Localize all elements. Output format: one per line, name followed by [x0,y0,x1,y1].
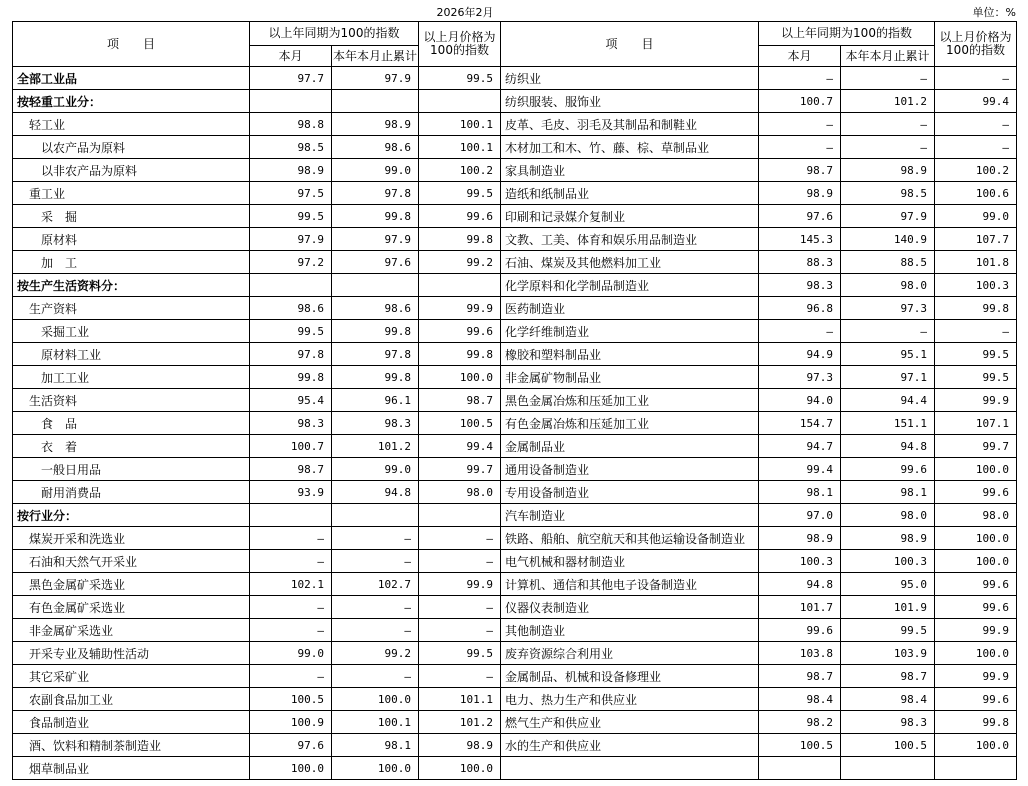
left-mom-value: 100.1 [419,113,501,136]
left-month-value: 102.1 [250,573,332,596]
left-month-value: 100.7 [250,435,332,458]
table-row [13,596,1017,619]
left-mom-value: 101.2 [419,711,501,734]
right-mom-value: 101.8 [935,251,1017,274]
right-month-value: 99.6 [759,619,841,642]
table-row [13,297,1017,320]
left-mom-value: 101.1 [419,688,501,711]
right-mom-value: 99.8 [935,711,1017,734]
left-item-name: 烟草制品业 [13,757,250,780]
left-item-name: 农副食品加工业 [13,688,250,711]
right-month-value: 98.1 [759,481,841,504]
right-mom-value: 99.7 [935,435,1017,458]
left-month-value: — [250,619,332,642]
header-mom-line1: 以上月价格为 [939,30,1012,44]
left-item-name: 石油和天然气开采业 [13,550,250,573]
right-item-name: 木材加工和木、竹、藤、棕、草制品业 [501,136,759,159]
left-cumulative-value: 94.8 [332,481,419,504]
table-row [13,757,1017,780]
left-mom-value: 98.7 [419,389,501,412]
left-month-value: 98.9 [250,159,332,182]
right-mom-value: 99.6 [935,481,1017,504]
right-month-value: 100.3 [759,550,841,573]
header-cumulative-left: 本年本月止累计 [332,46,419,67]
left-item-name: 生活资料 [13,389,250,412]
table-row [13,573,1017,596]
left-item-name: 开采专业及辅助性活动 [13,642,250,665]
left-cumulative-value: 100.0 [332,757,419,780]
right-item-name: 金属制品业 [501,435,759,458]
left-month-value: 99.5 [250,205,332,228]
right-mom-value: 100.0 [935,734,1017,757]
right-cumulative-value: — [841,113,935,136]
left-month-value: 97.6 [250,734,332,757]
report-date: 2026年2月 [436,6,494,19]
table-row [13,734,1017,757]
left-mom-value: 98.0 [419,481,501,504]
left-cumulative-value: — [332,550,419,573]
right-item-name: 造纸和纸制品业 [501,182,759,205]
right-cumulative-value: 98.7 [841,665,935,688]
right-item-name: 其他制造业 [501,619,759,642]
right-cumulative-value: 98.0 [841,504,935,527]
right-month-value: 94.8 [759,573,841,596]
left-mom-value: 100.1 [419,136,501,159]
right-cumulative-value: 95.0 [841,573,935,596]
right-month-value: 145.3 [759,228,841,251]
table-row [13,389,1017,412]
table-row [13,366,1017,389]
left-item-name: 加工工业 [13,366,250,389]
header-month-left: 本月 [250,46,332,67]
right-cumulative-value: 98.4 [841,688,935,711]
right-month-value: — [759,67,841,90]
left-month-value: 98.3 [250,412,332,435]
right-month-value: 98.7 [759,159,841,182]
left-month-value: 100.0 [250,757,332,780]
right-cumulative-value: 95.1 [841,343,935,366]
left-item-name: 一般日用品 [13,458,250,481]
left-item-name: 全部工业品 [13,67,250,90]
right-month-value: 101.7 [759,596,841,619]
left-mom-value [419,504,501,527]
right-month-value: 98.4 [759,688,841,711]
table-row [13,159,1017,182]
right-item-name: 有色金属冶炼和压延加工业 [501,412,759,435]
right-mom-value: 107.1 [935,412,1017,435]
left-mom-value: — [419,596,501,619]
right-mom-value: 99.5 [935,366,1017,389]
left-month-value: — [250,596,332,619]
table-row [13,619,1017,642]
right-cumulative-value: 97.3 [841,297,935,320]
right-mom-value: — [935,320,1017,343]
table-row [13,665,1017,688]
left-month-value [250,274,332,297]
right-mom-value: 100.6 [935,182,1017,205]
right-month-value: 94.7 [759,435,841,458]
right-month-value: 97.6 [759,205,841,228]
right-month-value: 97.3 [759,366,841,389]
left-month-value: 97.2 [250,251,332,274]
table-row [13,711,1017,734]
header-item-right: 项 目 [501,22,759,67]
right-item-name: 金属制品、机械和设备修理业 [501,665,759,688]
left-item-name: 原材料 [13,228,250,251]
right-month-value: 98.7 [759,665,841,688]
left-cumulative-value: 98.9 [332,113,419,136]
right-mom-value: 98.0 [935,504,1017,527]
left-month-value: 97.8 [250,343,332,366]
right-item-name: 皮革、毛皮、羽毛及其制品和制鞋业 [501,113,759,136]
left-cumulative-value: 98.1 [332,734,419,757]
table-row [13,205,1017,228]
left-item-name: 酒、饮料和精制茶制造业 [13,734,250,757]
table-row [13,90,1017,113]
right-item-name: 通用设备制造业 [501,458,759,481]
table-row [13,481,1017,504]
header-item-left: 项 目 [13,22,250,67]
right-item-name: 废弃资源综合利用业 [501,642,759,665]
left-item-name: 其它采矿业 [13,665,250,688]
left-month-value: 100.5 [250,688,332,711]
left-mom-value: 100.5 [419,412,501,435]
right-item-name: 医药制造业 [501,297,759,320]
right-cumulative-value: 151.1 [841,412,935,435]
left-month-value: 97.7 [250,67,332,90]
right-mom-value [935,757,1017,780]
left-item-name: 食品制造业 [13,711,250,734]
left-item-name: 加 工 [13,251,250,274]
left-mom-value: 99.5 [419,67,501,90]
left-month-value: 100.9 [250,711,332,734]
left-cumulative-value: 97.9 [332,228,419,251]
left-item-name: 食 品 [13,412,250,435]
right-month-value [759,757,841,780]
table-row [13,688,1017,711]
right-cumulative-value: — [841,136,935,159]
table-row [13,67,1017,90]
right-cumulative-value: 98.5 [841,182,935,205]
right-item-name: 黑色金属冶炼和压延加工业 [501,389,759,412]
right-cumulative-value: — [841,67,935,90]
right-item-name: 石油、煤炭及其他燃料加工业 [501,251,759,274]
right-mom-value: 100.0 [935,550,1017,573]
right-cumulative-value: 97.9 [841,205,935,228]
left-cumulative-value: — [332,527,419,550]
right-item-name: 家具制造业 [501,159,759,182]
left-month-value: 93.9 [250,481,332,504]
right-mom-value: 99.0 [935,205,1017,228]
right-mom-value: 100.0 [935,642,1017,665]
left-cumulative-value: 98.6 [332,136,419,159]
left-item-name: 按行业分： [13,504,250,527]
left-cumulative-value: 96.1 [332,389,419,412]
right-item-name: 电力、热力生产和供应业 [501,688,759,711]
table-row [13,320,1017,343]
left-cumulative-value: 99.2 [332,642,419,665]
right-item-name: 纺织服装、服饰业 [501,90,759,113]
right-mom-value: 99.5 [935,343,1017,366]
left-month-value: 98.8 [250,113,332,136]
left-cumulative-value: 100.1 [332,711,419,734]
right-month-value: 94.9 [759,343,841,366]
left-month-value: 99.0 [250,642,332,665]
left-mom-value: 99.8 [419,228,501,251]
right-cumulative-value: 98.1 [841,481,935,504]
right-cumulative-value: 98.3 [841,711,935,734]
left-month-value: 99.5 [250,320,332,343]
table-row [13,435,1017,458]
right-item-name: 水的生产和供应业 [501,734,759,757]
left-mom-value: 100.0 [419,757,501,780]
header-yoy-group-right: 以上年同期为100的指数 [759,22,935,46]
left-item-name: 煤炭开采和洗选业 [13,527,250,550]
table-row [13,412,1017,435]
right-item-name: 电气机械和器材制造业 [501,550,759,573]
left-cumulative-value: 99.8 [332,366,419,389]
left-mom-value: — [419,619,501,642]
left-cumulative-value [332,274,419,297]
right-month-value: 98.9 [759,527,841,550]
right-cumulative-value: 98.0 [841,274,935,297]
left-item-name: 按生产生活资料分： [13,274,250,297]
left-cumulative-value: — [332,619,419,642]
table-row [13,274,1017,297]
right-cumulative-value: 100.5 [841,734,935,757]
left-cumulative-value: 98.6 [332,297,419,320]
left-cumulative-value: — [332,665,419,688]
left-month-value [250,504,332,527]
left-month-value: 98.7 [250,458,332,481]
right-mom-value: 107.7 [935,228,1017,251]
left-month-value: 99.8 [250,366,332,389]
right-item-name: 纺织业 [501,67,759,90]
table-row [13,251,1017,274]
price-index-table [12,21,1017,780]
right-cumulative-value: 98.9 [841,159,935,182]
right-item-name: 专用设备制造业 [501,481,759,504]
header-yoy-group-left: 以上年同期为100的指数 [250,22,419,46]
table-body [13,67,1017,780]
left-mom-value [419,274,501,297]
right-month-value: 94.0 [759,389,841,412]
right-cumulative-value: 140.9 [841,228,935,251]
left-mom-value: — [419,527,501,550]
right-item-name: 铁路、船舶、航空航天和其他运输设备制造业 [501,527,759,550]
left-mom-value: 99.5 [419,642,501,665]
left-mom-value: 99.4 [419,435,501,458]
right-mom-value: 99.9 [935,389,1017,412]
left-item-name: 以非农产品为原料 [13,159,250,182]
right-mom-value: 99.6 [935,688,1017,711]
left-item-name: 原材料工业 [13,343,250,366]
header-mom-left [419,22,501,67]
table-row [13,550,1017,573]
left-month-value: 98.6 [250,297,332,320]
right-item-name: 燃气生产和供应业 [501,711,759,734]
right-month-value: — [759,136,841,159]
left-item-name: 轻工业 [13,113,250,136]
left-mom-value: 100.0 [419,366,501,389]
right-month-value: 99.4 [759,458,841,481]
right-mom-value: 100.0 [935,458,1017,481]
right-month-value: — [759,113,841,136]
right-cumulative-value: 99.6 [841,458,935,481]
left-month-value: 97.5 [250,182,332,205]
left-cumulative-value: 99.0 [332,159,419,182]
table-row [13,343,1017,366]
right-mom-value: 99.6 [935,573,1017,596]
left-month-value: 97.9 [250,228,332,251]
right-month-value: 154.7 [759,412,841,435]
left-cumulative-value: 98.3 [332,412,419,435]
right-cumulative-value: 88.5 [841,251,935,274]
right-item-name: 化学纤维制造业 [501,320,759,343]
left-item-name: 非金属矿采选业 [13,619,250,642]
left-cumulative-value: 97.9 [332,67,419,90]
right-cumulative-value [841,757,935,780]
left-cumulative-value: — [332,596,419,619]
left-item-name: 重工业 [13,182,250,205]
right-mom-value: 99.8 [935,297,1017,320]
right-month-value: 98.3 [759,274,841,297]
left-mom-value: 99.9 [419,297,501,320]
unit-label: 单位：% [972,6,1016,19]
left-mom-value: 99.6 [419,205,501,228]
right-month-value: 103.8 [759,642,841,665]
right-item-name: 文教、工美、体育和娱乐用品制造业 [501,228,759,251]
right-cumulative-value: 97.1 [841,366,935,389]
right-mom-value: — [935,136,1017,159]
right-month-value: 96.8 [759,297,841,320]
right-cumulative-value: 94.8 [841,435,935,458]
right-month-value: 100.5 [759,734,841,757]
right-month-value: 97.0 [759,504,841,527]
header-mom-line2: 100的指数 [946,43,1005,57]
header-mom-line2: 100的指数 [430,43,489,57]
left-mom-value: 99.8 [419,343,501,366]
table-header [13,22,1017,67]
left-cumulative-value: 101.2 [332,435,419,458]
right-item-name: 计算机、通信和其他电子设备制造业 [501,573,759,596]
header-mom-right [935,22,1017,67]
left-cumulative-value: 97.6 [332,251,419,274]
table-row [13,182,1017,205]
right-item-name: 汽车制造业 [501,504,759,527]
right-month-value: 98.2 [759,711,841,734]
left-mom-value: 99.9 [419,573,501,596]
left-item-name: 采掘工业 [13,320,250,343]
right-mom-value: 100.0 [935,527,1017,550]
right-month-value: 98.9 [759,182,841,205]
right-cumulative-value: 103.9 [841,642,935,665]
left-mom-value: 100.2 [419,159,501,182]
left-item-name: 按轻重工业分： [13,90,250,113]
table-row [13,458,1017,481]
left-month-value: 95.4 [250,389,332,412]
left-cumulative-value [332,504,419,527]
left-item-name: 采 掘 [13,205,250,228]
right-mom-value: — [935,113,1017,136]
right-month-value: — [759,320,841,343]
left-mom-value: 99.2 [419,251,501,274]
right-cumulative-value: 99.5 [841,619,935,642]
left-cumulative-value: 97.8 [332,343,419,366]
left-cumulative-value: 97.8 [332,182,419,205]
left-month-value [250,90,332,113]
right-cumulative-value: 98.9 [841,527,935,550]
left-item-name: 衣 着 [13,435,250,458]
left-month-value: — [250,550,332,573]
left-item-name: 以农产品为原料 [13,136,250,159]
table-row [13,527,1017,550]
right-mom-value: 100.2 [935,159,1017,182]
right-mom-value: 99.9 [935,665,1017,688]
right-cumulative-value: 94.4 [841,389,935,412]
left-item-name: 生产资料 [13,297,250,320]
left-month-value: — [250,665,332,688]
right-mom-value: 99.6 [935,596,1017,619]
right-item-name [501,757,759,780]
left-cumulative-value: 99.8 [332,205,419,228]
table-row [13,136,1017,159]
left-cumulative-value: 100.0 [332,688,419,711]
left-mom-value: 99.7 [419,458,501,481]
table-row [13,228,1017,251]
right-month-value: 100.7 [759,90,841,113]
left-cumulative-value [332,90,419,113]
header-mom-line1: 以上月价格为 [423,30,496,44]
left-item-name: 黑色金属矿采选业 [13,573,250,596]
right-item-name: 非金属矿物制品业 [501,366,759,389]
right-item-name: 印刷和记录媒介复制业 [501,205,759,228]
left-mom-value: — [419,665,501,688]
right-item-name: 橡胶和塑料制品业 [501,343,759,366]
left-mom-value [419,90,501,113]
left-mom-value: — [419,550,501,573]
right-mom-value: 99.9 [935,619,1017,642]
left-cumulative-value: 102.7 [332,573,419,596]
left-mom-value: 99.6 [419,320,501,343]
left-mom-value: 99.5 [419,182,501,205]
table-row [13,113,1017,136]
right-mom-value: 100.3 [935,274,1017,297]
left-month-value: — [250,527,332,550]
right-month-value: 88.3 [759,251,841,274]
left-month-value: 98.5 [250,136,332,159]
right-cumulative-value: 101.9 [841,596,935,619]
left-item-name: 有色金属矿采选业 [13,596,250,619]
left-cumulative-value: 99.8 [332,320,419,343]
right-cumulative-value: 101.2 [841,90,935,113]
right-cumulative-value: — [841,320,935,343]
table-row [13,642,1017,665]
left-mom-value: 98.9 [419,734,501,757]
left-item-name: 耐用消费品 [13,481,250,504]
header-month-right: 本月 [759,46,841,67]
right-item-name: 仪器仪表制造业 [501,596,759,619]
right-cumulative-value: 100.3 [841,550,935,573]
header-cumulative-right: 本年本月止累计 [841,46,935,67]
right-mom-value: 99.4 [935,90,1017,113]
left-cumulative-value: 99.0 [332,458,419,481]
table-row [13,504,1017,527]
right-mom-value: — [935,67,1017,90]
right-item-name: 化学原料和化学制品制造业 [501,274,759,297]
